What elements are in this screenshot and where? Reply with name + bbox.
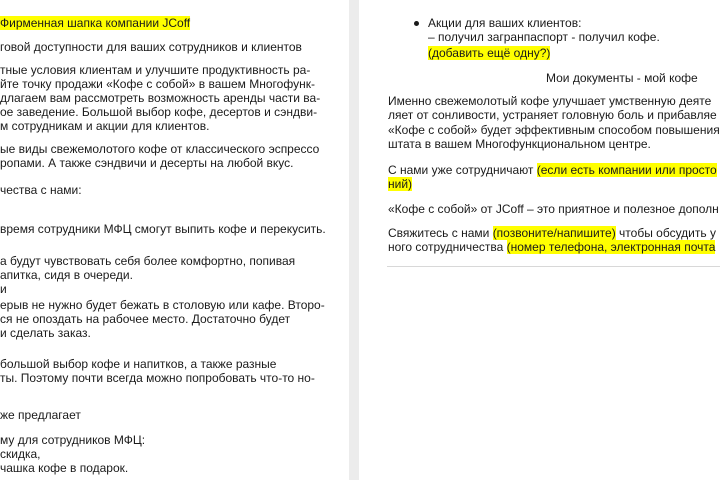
paragraph-line: ся не опоздать на рабочее место. Достаточно будет [0, 312, 291, 326]
bullet-icon [414, 21, 419, 26]
contact-line-2 [388, 240, 715, 254]
paragraph-line: апитка, сидя в очереди. [0, 268, 133, 282]
paragraph-line: время сотрудники МФЦ смогут выпить кофе и перекусить. [0, 222, 326, 236]
slogan: Мои документы - мой кофе [546, 71, 698, 85]
paragraph-line: ое заведение. Большой выбор кофе, десертов и сэндви- [0, 105, 318, 119]
paragraph-line: ерыв не нужно будет бежать в столовую или кафе. Второ- [0, 298, 325, 312]
contact-text-2: ного сотрудничества [388, 240, 507, 254]
paragraph-line: йте точку продажи «Кофе с собой» в вашем Многофунк- [0, 77, 315, 91]
partners-placeholder: (если есть компании или просто [536, 163, 717, 177]
paragraph-line: же предлагает [0, 408, 81, 422]
paragraph-line: скидка, [0, 447, 41, 461]
paragraph-line: а будут чувствовать себя более комфортно, попивая [0, 254, 296, 268]
paragraph-line: чашка кофе в подарок. [0, 461, 129, 475]
document-page-right [359, 0, 720, 480]
paragraph-line: тные условия клиентам и улучшите продуктивность ра- [0, 63, 311, 77]
paragraph-line: ые виды свежемолотого кофе от классического эспрессо [0, 142, 320, 156]
paragraph-line: большой выбор кофе и напитков, а также разные [0, 357, 277, 371]
paragraph-line: чества с нами: [0, 183, 82, 197]
paragraph-line: ты. Поэтому почти всегда можно попробовать что-то но- [0, 371, 315, 385]
paragraph-line: длагаем вам рассмотреть возможность аренды части ва- [0, 91, 321, 105]
partners-text: С нами уже сотрудничают [388, 163, 537, 177]
paragraph-line: Именно свежемолотый кофе улучшает умственную деяте [388, 94, 712, 108]
partners-line [388, 163, 717, 177]
add-more-note: (добавить ещё одну?) [428, 46, 551, 60]
partners-placeholder-cont: ний) [388, 177, 413, 191]
paragraph-line: ляет от сонливости, устраняет головную боль и прибавляе [388, 108, 717, 122]
paragraph-line: ропами. А также сэндвичи и десерты на любой вкус. [0, 156, 294, 170]
divider [387, 266, 720, 267]
contact-details-placeholder: (номер телефона, электронная почта [506, 240, 716, 254]
contact-text: Свяжитесь с нами [388, 226, 493, 240]
paragraph-line: му для сотрудников МФЦ: [0, 433, 146, 447]
paragraph-line: «Кофе с собой» будет эффективным способом повышения [388, 123, 720, 137]
bullet-line: – получил загранпаспорт - получил кофе. [428, 30, 660, 44]
paragraph-line: и [0, 282, 7, 296]
contact-text-mid: чтобы обсудить у [615, 226, 716, 240]
paragraph-line: «Кофе с собой» от JCoff – это приятное и полезное дополн [388, 202, 719, 216]
contact-placeholder: (позвоните/напишите) [492, 226, 616, 240]
paragraph-line: м сотрудникам и акции для клиентов. [0, 119, 210, 133]
document-page-left [0, 0, 349, 480]
company-header: Фирменная шапка компании JCoff [0, 16, 191, 30]
bullet-title: Акции для ваших клиентов: [428, 16, 582, 30]
paragraph-line: говой доступности для ваших сотрудников и клиентов [0, 40, 302, 54]
paragraph-line: и сделать заказ. [0, 326, 91, 340]
contact-line [388, 226, 716, 240]
paragraph-line: штата в вашем Многофункциональном центре. [388, 137, 651, 151]
